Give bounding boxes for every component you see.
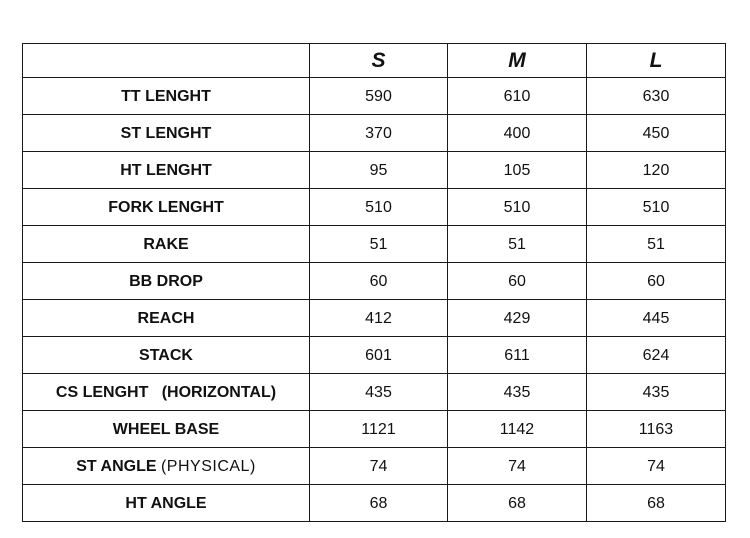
row-label-text: FORK LENGHT	[108, 199, 224, 216]
row-label	[23, 411, 310, 448]
row-label	[23, 263, 310, 300]
table-row	[23, 226, 726, 263]
table-row	[23, 115, 726, 152]
row-label-text: REACH	[137, 310, 195, 327]
size-header-s: S	[310, 44, 448, 78]
value-cell: 51	[448, 226, 587, 263]
row-label-text: STACK	[139, 347, 193, 364]
row-label-subtext: (HORIZONTAL)	[161, 384, 277, 401]
row-label	[23, 300, 310, 337]
table-row	[23, 300, 726, 337]
row-label	[23, 115, 310, 152]
value-cell: 450	[587, 115, 726, 152]
row-label-subtext: (PHYSICAL)	[160, 458, 256, 475]
value-cell: 370	[310, 115, 448, 152]
value-cell: 60	[448, 263, 587, 300]
value-cell: 510	[448, 189, 587, 226]
value-cell: 1142	[448, 411, 587, 448]
table-row	[23, 485, 726, 522]
row-label-text: HT LENGHT	[120, 162, 212, 179]
table-row	[23, 374, 726, 411]
value-cell: 95	[310, 152, 448, 189]
value-cell: 435	[448, 374, 587, 411]
corner-cell	[23, 44, 310, 78]
value-cell: 400	[448, 115, 587, 152]
table-row	[23, 263, 726, 300]
value-cell: 74	[587, 448, 726, 485]
row-label-text: HT ANGLE	[125, 495, 207, 512]
row-label	[23, 485, 310, 522]
value-cell: 610	[448, 78, 587, 115]
table-row	[23, 337, 726, 374]
value-cell: 68	[587, 485, 726, 522]
value-cell: 601	[310, 337, 448, 374]
row-label	[23, 226, 310, 263]
row-label	[23, 374, 310, 411]
value-cell: 74	[310, 448, 448, 485]
table-row	[23, 411, 726, 448]
row-label	[23, 189, 310, 226]
value-cell: 68	[310, 485, 448, 522]
table-row	[23, 152, 726, 189]
value-cell: 1121	[310, 411, 448, 448]
value-cell: 630	[587, 78, 726, 115]
size-header-m: M	[448, 44, 587, 78]
value-cell: 611	[448, 337, 587, 374]
value-cell: 74	[448, 448, 587, 485]
value-cell: 51	[587, 226, 726, 263]
row-label	[23, 448, 310, 485]
value-cell: 412	[310, 300, 448, 337]
row-label-text: WHEEL BASE	[112, 421, 220, 438]
table-row	[23, 448, 726, 485]
value-cell: 120	[587, 152, 726, 189]
value-cell: 60	[587, 263, 726, 300]
value-cell: 429	[448, 300, 587, 337]
value-cell: 68	[448, 485, 587, 522]
row-label-text: ST ANGLE	[76, 458, 157, 475]
table-row	[23, 78, 726, 115]
row-label-text: ST LENGHT	[120, 125, 212, 142]
geometry-table	[22, 43, 726, 522]
row-label	[23, 78, 310, 115]
row-label-text: BB DROP	[129, 273, 203, 290]
header-row	[23, 44, 726, 78]
value-cell: 60	[310, 263, 448, 300]
value-cell: 590	[310, 78, 448, 115]
table-row	[23, 189, 726, 226]
row-label-text: TT LENGHT	[121, 88, 211, 105]
row-label	[23, 337, 310, 374]
row-label-text: CS LENGHT	[55, 384, 149, 401]
row-label	[23, 152, 310, 189]
value-cell: 1163	[587, 411, 726, 448]
value-cell: 435	[310, 374, 448, 411]
value-cell: 510	[587, 189, 726, 226]
value-cell: 105	[448, 152, 587, 189]
row-label-text: RAKE	[143, 236, 189, 253]
value-cell: 435	[587, 374, 726, 411]
value-cell: 51	[310, 226, 448, 263]
value-cell: 445	[587, 300, 726, 337]
value-cell: 624	[587, 337, 726, 374]
value-cell: 510	[310, 189, 448, 226]
size-header-l: L	[587, 44, 726, 78]
